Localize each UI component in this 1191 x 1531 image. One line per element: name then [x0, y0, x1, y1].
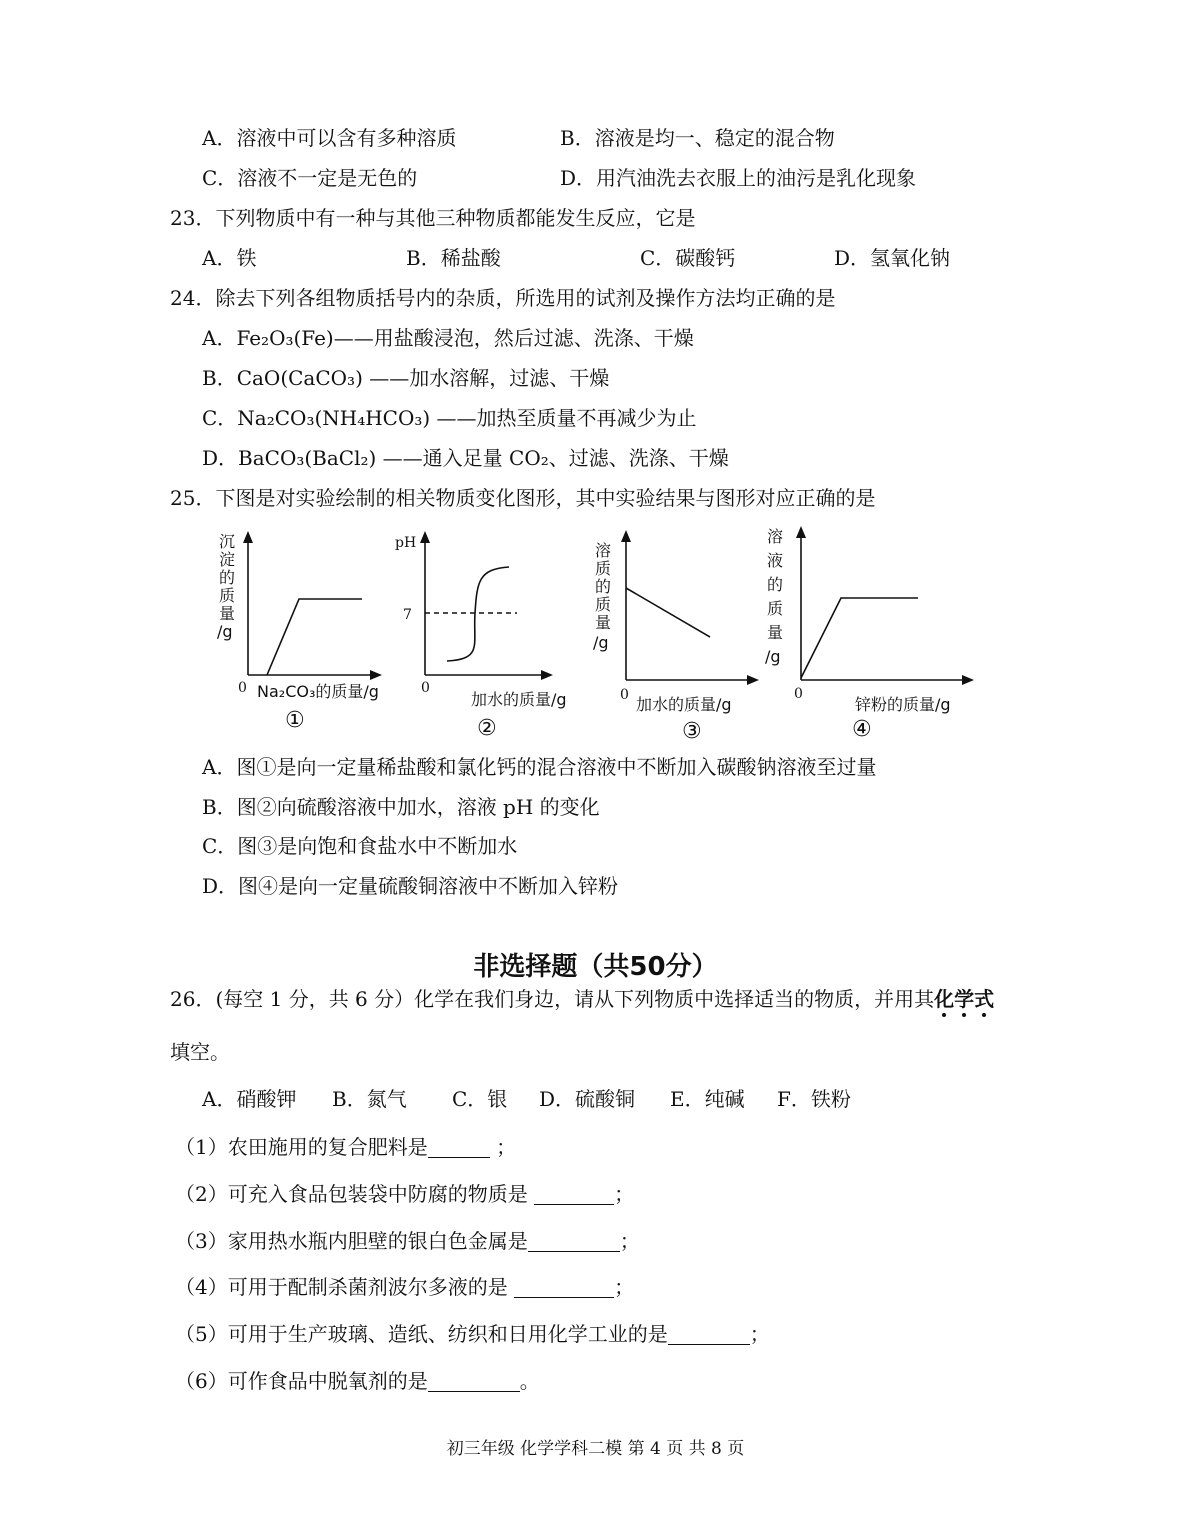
q24-stem: 24．除去下列各组物质括号内的杂质，所选用的试剂及操作方法均正确的是: [170, 286, 836, 310]
q26-stem-text: 26．(每空 1 分，共 6 分）化学在我们身边，请从下列物质中选择适当的物质，并用其: [170, 987, 935, 1011]
figure-1-curve: [267, 599, 362, 675]
svg-text:液: 液: [767, 551, 784, 570]
q25-option-c: C．图③是向饱和食盐水中不断加水: [202, 834, 518, 858]
svg-text:淀: 淀: [219, 550, 236, 569]
answer-blank-1[interactable]: [428, 1137, 490, 1158]
q26-item-3: （3）家用热水瓶内胆壁的银白色金属是 ；: [175, 1229, 640, 1253]
q26-item-2: （2）可充入食品包装袋中防腐的物质是 ；: [175, 1182, 635, 1206]
figure-4: [765, 520, 980, 745]
q26-item-6: （6）可作食品中脱氧剂的是 。: [175, 1369, 540, 1393]
svg-text:的: 的: [595, 577, 612, 596]
figure-2-x-arrow: [541, 670, 553, 680]
figure-4-xlabel: 锌粉的质量/g: [855, 695, 951, 714]
figure-2-y-arrow: [420, 531, 430, 543]
q24-option-d: D．BaCO₃(BaCl₂) ——通入足量 CO₂、过滤、洗涤、干燥: [202, 446, 729, 470]
figure-1-x-arrow: [370, 670, 382, 680]
q25-option-d: D．图④是向一定量硫酸铜溶液中不断加入锌粉: [202, 874, 619, 898]
svg-text:量: 量: [219, 604, 236, 623]
figure-4-origin: 0: [794, 686, 803, 702]
q26-emphasis: 化学式: [934, 987, 994, 1011]
q25-option-a: A．图①是向一定量稀盐酸和氯化钙的混合溶液中不断加入碳酸钠溶液至过量: [202, 755, 877, 779]
figure-2-xlabel: 加水的质量/g: [471, 690, 567, 709]
q26-choice-d: D．硫酸铜: [539, 1087, 636, 1111]
figure-2-curve: [447, 567, 509, 661]
q26-choice-c: C．银: [452, 1087, 508, 1111]
q24-option-c: C．Na₂CO₃(NH₄HCO₃) ——加热至质量不再减少为止: [202, 406, 697, 430]
svg-text:溶: 溶: [767, 527, 784, 546]
q26-item-5: （5）可用于生产玻璃、造纸、纺织和日用化学工业的是 ；: [175, 1322, 770, 1346]
figure-4-x-arrow: [962, 675, 974, 685]
q23-option-c: C．碳酸钙: [640, 246, 736, 270]
q25-option-b: B．图②向硫酸溶液中加水，溶液 pH 的变化: [202, 795, 600, 819]
figure-1-ylabel: [217, 532, 235, 641]
figure-2-tick-7: 7: [403, 607, 412, 623]
q22-option-a: A．溶液中可以含有多种溶质: [202, 126, 457, 150]
q26-item-4: （4）可用于配制杀菌剂波尔多液的是 ；: [175, 1275, 635, 1299]
svg-text:的: 的: [767, 575, 784, 594]
figure-3-ylabel: [593, 541, 611, 652]
answer-blank-4[interactable]: [514, 1277, 614, 1298]
svg-text:量: 量: [767, 623, 784, 642]
figure-4-curve: [801, 598, 918, 678]
figure-2: [395, 525, 585, 740]
figure-2-origin: 0: [421, 680, 430, 696]
figure-3: [585, 520, 765, 745]
q23-option-d: D．氢氧化钠: [834, 246, 951, 270]
q22-option-d: D．用汽油洗去衣服上的油污是乳化现象: [560, 166, 917, 190]
svg-text:质: 质: [767, 599, 784, 618]
answer-blank-5[interactable]: [668, 1324, 750, 1345]
svg-text:/g: /g: [217, 622, 233, 641]
figure-3-number: ③: [682, 719, 702, 744]
figure-3-origin: 0: [620, 687, 629, 703]
svg-text:质: 质: [219, 586, 236, 605]
section-title: 非选择题（共50分）: [473, 952, 718, 982]
svg-text:/g: /g: [765, 647, 781, 666]
q26-item-1: （1）农田施用的复合肥料是 ；: [175, 1135, 517, 1159]
q24-option-a: A．Fe₂O₃(Fe)——用盐酸浸泡，然后过滤、洗涤、干燥: [202, 326, 694, 350]
svg-text:的: 的: [219, 568, 236, 587]
page-footer: 初三年级 化学学科二模 第 4 页 共 8 页: [446, 1439, 745, 1459]
figure-1: [210, 525, 390, 735]
q25-stem: 25．下图是对实验绘制的相关物质变化图形，其中实验结果与图形对应正确的是: [170, 486, 876, 510]
q24-option-b: B．CaO(CaCO₃) ——加水溶解，过滤、干燥: [202, 366, 610, 390]
q26-choice-a: A．硝酸钾: [202, 1087, 297, 1111]
q22-option-b: B．溶液是均一、稳定的混合物: [560, 126, 835, 150]
q22-option-c: C．溶液不一定是无色的: [202, 166, 418, 190]
figure-3-y-arrow: [621, 530, 631, 542]
figure-4-number: ④: [852, 717, 872, 742]
answer-blank-3[interactable]: [528, 1231, 620, 1252]
figure-4-ylabel: [765, 527, 783, 666]
q23-option-a: A．铁: [202, 246, 257, 270]
svg-text:质: 质: [595, 559, 612, 578]
figure-3-xlabel: 加水的质量/g: [636, 695, 732, 714]
q23-option-b: B．稀盐酸: [406, 246, 501, 270]
figure-1-xlabel: Na₂CO₃的质量/g: [257, 682, 379, 701]
q26-choice-f: F．铁粉: [777, 1087, 851, 1111]
figure-2-ylabel: pH: [395, 535, 417, 551]
figure-3-curve: [626, 588, 710, 637]
answer-blank-2[interactable]: [534, 1184, 614, 1205]
answer-blank-6[interactable]: [428, 1371, 520, 1392]
svg-text:溶: 溶: [595, 541, 612, 560]
svg-text:沉: 沉: [219, 532, 236, 551]
figure-3-x-arrow: [747, 675, 759, 685]
q26-stem-end: 填空。: [170, 1040, 230, 1064]
figure-2-number: ②: [477, 716, 497, 741]
q23-stem: 23．下列物质中有一种与其他三种物质都能发生反应，它是: [170, 206, 696, 230]
q26-choice-e: E．纯碱: [670, 1087, 745, 1111]
figure-1-y-arrow: [243, 531, 253, 543]
q26-choice-b: B．氮气: [332, 1087, 407, 1111]
q26-stem: [170, 985, 994, 1013]
svg-text:/g: /g: [593, 633, 609, 652]
figure-1-origin: 0: [238, 680, 247, 696]
figure-1-number: ①: [285, 708, 305, 733]
svg-text:质: 质: [595, 595, 612, 614]
svg-text:量: 量: [595, 613, 612, 632]
figure-4-y-arrow: [796, 526, 806, 538]
